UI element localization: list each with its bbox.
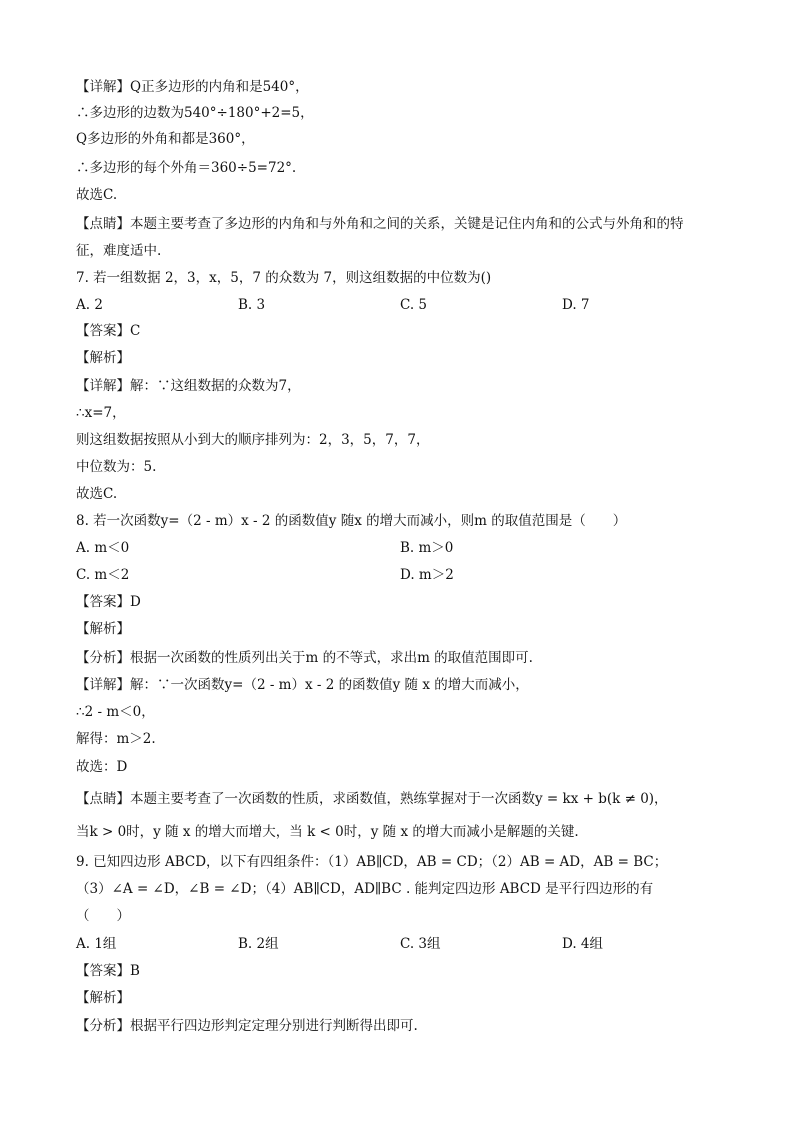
text-line: （3）∠A = ∠D，∠B = ∠D；（4）AB∥CD，AD∥BC . 能判定四边形 ABCD 是平行四边形的有 (76, 881, 654, 897)
q7-option-d: D. 7 (562, 297, 590, 313)
text-line: 故选C. (76, 187, 118, 203)
text-line: Q多边形的外角和都是360°， (76, 131, 255, 147)
text-line: 【答案】B (76, 963, 140, 979)
text-line: 故选：D (76, 759, 128, 775)
text-line: 【分析】根据平行四边形判定定理分别进行判断得出即可. (76, 1018, 418, 1034)
q9-option-c: C. 3组 (400, 936, 441, 952)
q8-option-b: B. m＞0 (400, 540, 454, 556)
text-line: 【点睛】本题主要考查了多边形的内角和与外角和之间的关系，关键是记住内角和的公式与外角和的特 (76, 216, 684, 232)
q9-option-d: D. 4组 (562, 936, 604, 952)
q8-option-a: A. m＜0 (76, 540, 130, 556)
text-line: 征，难度适中. (76, 243, 162, 259)
text-line: 【解析】 (76, 350, 130, 366)
text-line: 故选C. (76, 486, 118, 502)
text-line: 【详解】解：∵这组数据的众数为7， (76, 378, 301, 394)
text-line: ∴2 - m＜0， (76, 704, 155, 720)
text-line: 【答案】D (76, 594, 141, 610)
text-line: 【解析】 (76, 621, 130, 637)
q9-option-a: A. 1组 (76, 936, 117, 952)
q7-option-c: C. 5 (400, 297, 428, 313)
text-line: 当k > 0时，y 随 x 的增大而增大，当 k < 0时，y 随 x 的增大而减小是解题的关键. (76, 824, 579, 840)
text-line: 【详解】Q正多边形的内角和是540°， (76, 79, 309, 95)
text-line: 【点睛】本题主要考查了一次函数的性质，求函数值，熟练掌握对于一次函数y = kx + b(k ≠ 0)， (76, 791, 668, 807)
text-line: 解得：m＞2. (76, 731, 156, 747)
text-line: 【答案】C (76, 323, 141, 339)
text-line: 【解析】 (76, 990, 130, 1006)
text-line: 【详解】解：∵一次函数y=（2 - m）x - 2 的函数值y 随 x 的增大而减小， (76, 677, 529, 693)
text-line: ∴多边形的边数为540°÷180°+2=5， (76, 105, 314, 121)
text-line: ∴x=7， (76, 405, 126, 421)
q7-option-b: B. 3 (238, 297, 266, 313)
text-line: 【分析】根据一次函数的性质列出关于m 的不等式，求出m 的取值范围即可. (76, 650, 533, 666)
question-9: 9. 已知四边形 ABCD，以下有四组条件：（1）AB∥CD，AB = CD；（2）AB = AD，AB = BC； (76, 854, 668, 870)
text-line: 则这组数据按照从小到大的顺序排列为：2，3，5，7，7， (76, 432, 430, 448)
q7-option-a: A. 2 (76, 297, 103, 313)
text-line: 中位数为：5. (76, 459, 157, 475)
q9-option-b: B. 2组 (238, 936, 279, 952)
question-8: 8. 若一次函数y=（2 - m）x - 2 的函数值y 随x 的增大而减小，则m 的取值范围是（ ） (76, 513, 627, 529)
text-line: （ ） (76, 908, 130, 924)
text-line: ∴多边形的每个外角＝360÷5=72°. (76, 160, 297, 176)
question-7: 7. 若一组数据 2，3，x，5，7 的众数为 7，则这组数据的中位数为() (76, 270, 492, 286)
q8-option-c: C. m＜2 (76, 567, 130, 583)
q8-option-d: D. m＞2 (400, 567, 454, 583)
